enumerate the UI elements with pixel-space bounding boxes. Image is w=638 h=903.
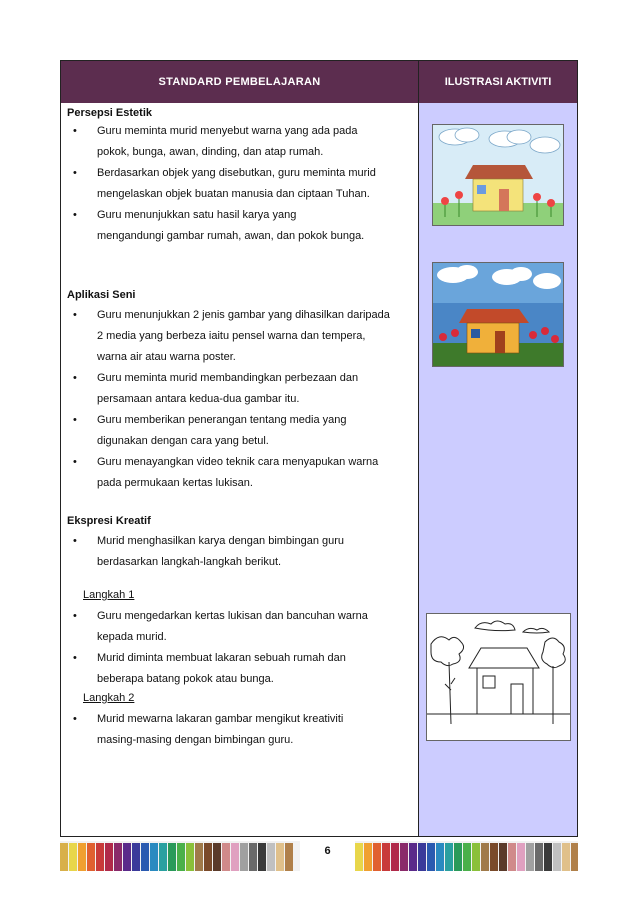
list-item: persamaan antara kedua-dua gambar itu. xyxy=(97,393,300,405)
lesson-table xyxy=(60,60,578,837)
list-item: Murid diminta membuat lakaran sebuah rumah dan xyxy=(97,652,346,664)
list-item: mengelaskan objek buatan manusia dan ciptaan Tuhan. xyxy=(97,188,370,200)
list-item: 2 media yang berbeza iaitu pensel warna dan tempera, xyxy=(97,330,366,342)
bullet-icon: • xyxy=(73,414,77,426)
bullet-icon: • xyxy=(73,309,77,321)
illustration-column xyxy=(418,103,577,836)
section-title-aplikasi-seni: Aplikasi Seni xyxy=(67,289,136,301)
list-item: masing-masing dengan bimbingan guru. xyxy=(97,734,294,746)
list-item: Guru menunjukkan satu hasil karya yang xyxy=(97,209,297,221)
list-item: Guru meminta murid menyebut warna yang ada pada xyxy=(97,125,358,137)
list-item: beberapa batang pokok atau bunga. xyxy=(97,673,274,685)
illustration-sketch-house xyxy=(426,613,571,741)
list-item: Murid menghasilkan karya dengan bimbingan guru xyxy=(97,535,345,547)
list-item: pada permukaan kertas lukisan. xyxy=(97,477,253,489)
standard-column xyxy=(61,103,418,836)
list-item: berdasarkan langkah-langkah berikut. xyxy=(97,556,282,568)
bullet-icon: • xyxy=(73,610,77,622)
bullet-icon: • xyxy=(73,456,77,468)
list-item: Guru menayangkan video teknik cara menyapukan warna xyxy=(97,456,379,468)
pencils-decoration-left xyxy=(60,841,300,871)
page-footer xyxy=(60,841,578,871)
header-ilustrasi-aktiviti: ILUSTRASI AKTIVITI xyxy=(418,61,577,103)
bullet-icon: • xyxy=(73,167,77,179)
header-standard-pembelajaran: STANDARD PEMBELAJARAN xyxy=(158,76,321,88)
langkah-1-label: Langkah 1 xyxy=(83,589,135,601)
pencils-decoration-right xyxy=(355,841,578,871)
list-item: Murid mewarna lakaran gambar mengikut kreativiti xyxy=(97,713,344,725)
list-item: Guru memberikan penerangan tentang media yang xyxy=(97,414,347,426)
bullet-icon: • xyxy=(73,125,77,137)
illustration-watercolor-house xyxy=(432,262,564,367)
page-number: 6 xyxy=(324,845,331,857)
list-item: warna air atau warna poster. xyxy=(97,351,236,363)
list-item: pokok, bunga, awan, dinding, dan atap rumah. xyxy=(97,146,324,158)
section-title-persepsi-estetik: Persepsi Estetik xyxy=(67,107,152,119)
list-item: Guru menunjukkan 2 jenis gambar yang dihasilkan daripada xyxy=(97,309,390,321)
list-item: Guru mengedarkan kertas lukisan dan bancuhan warna xyxy=(97,610,368,622)
bullet-icon: • xyxy=(73,713,77,725)
table-header xyxy=(61,61,577,103)
bullet-icon: • xyxy=(73,652,77,664)
list-item: Berdasarkan objek yang disebutkan, guru meminta murid xyxy=(97,167,376,179)
section-title-ekspresi-kreatif: Ekspresi Kreatif xyxy=(67,515,151,527)
list-item: kepada murid. xyxy=(97,631,167,643)
bullet-icon: • xyxy=(73,535,77,547)
langkah-2-label: Langkah 2 xyxy=(83,692,135,704)
list-item: digunakan dengan cara yang betul. xyxy=(97,435,269,447)
list-item: mengandungi gambar rumah, awan, dan pokok bunga. xyxy=(97,230,365,242)
bullet-icon: • xyxy=(73,209,77,221)
bullet-icon: • xyxy=(73,372,77,384)
list-item: Guru meminta murid membandingkan perbezaan dan xyxy=(97,372,359,384)
illustration-pencil-house xyxy=(432,124,564,226)
